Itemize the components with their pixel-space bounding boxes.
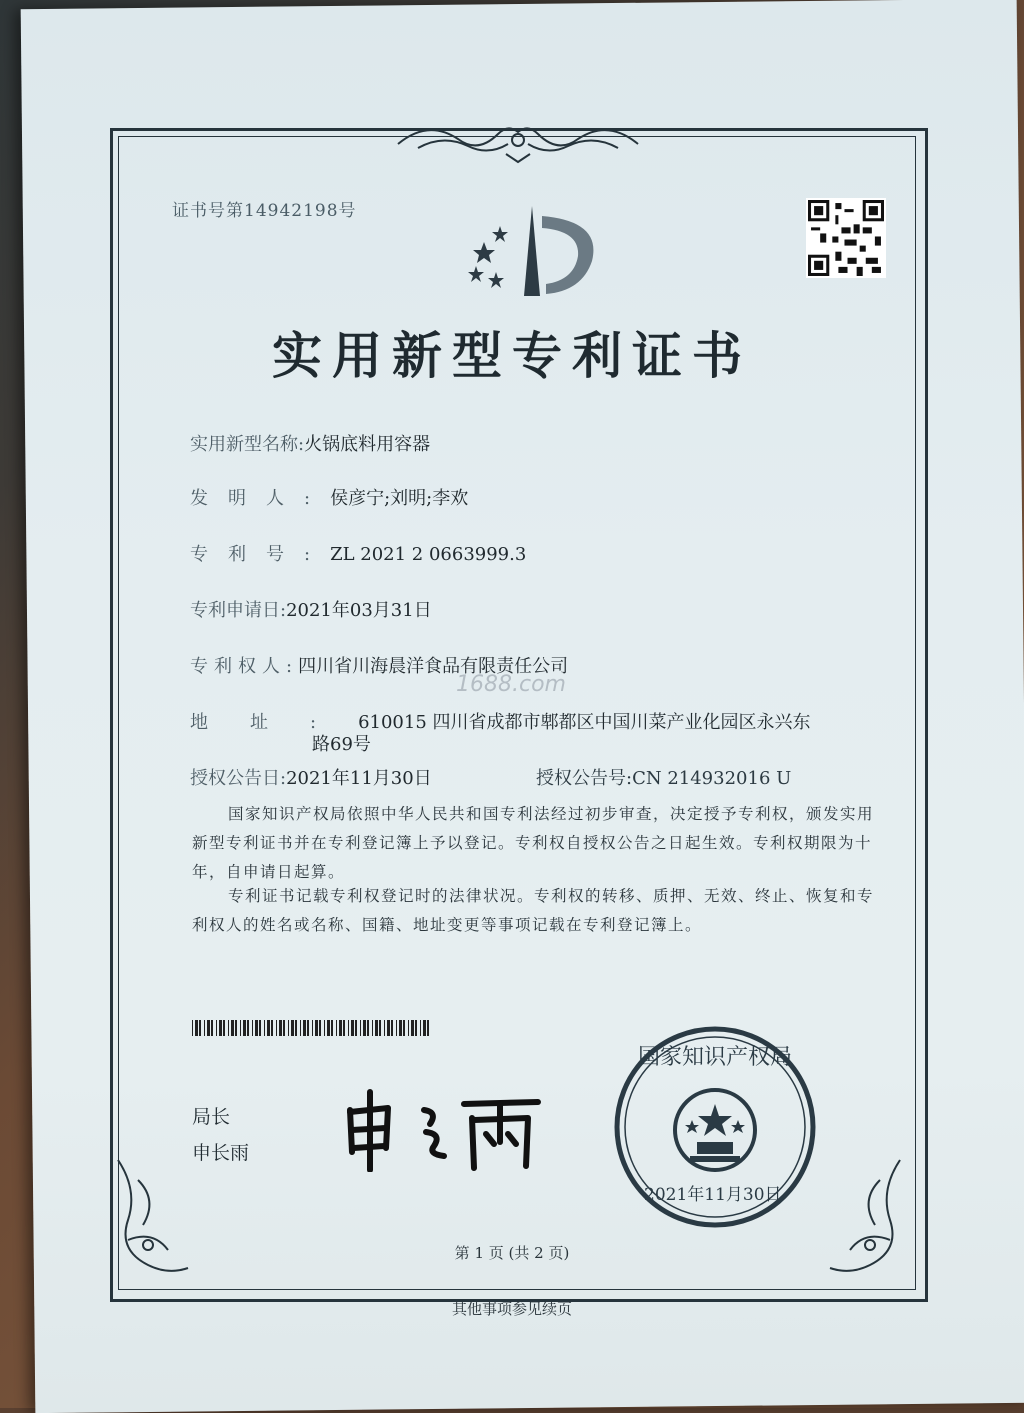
barcode-bar — [399, 1020, 402, 1036]
barcode-bar — [423, 1020, 426, 1036]
barcode-bar — [276, 1020, 277, 1036]
barcode-bar — [300, 1020, 301, 1036]
cnipa-emblem — [462, 196, 612, 306]
barcode-bar — [211, 1020, 213, 1036]
director-signature — [338, 1082, 548, 1172]
field-label: 实用新型名称: — [190, 434, 305, 455]
barcode-bar — [312, 1020, 313, 1036]
field-label: 授权公告日: — [190, 768, 287, 789]
seal-date: 2021年11月30日 — [644, 1185, 782, 1205]
field-patent-number — [190, 540, 526, 566]
barcode-bar — [219, 1020, 222, 1036]
barcode-bar — [192, 1020, 193, 1036]
field-value: CN 214932016 U — [632, 768, 792, 789]
barcode-bar — [240, 1020, 241, 1036]
barcode-bar — [387, 1020, 390, 1036]
field-value: ZL 2021 2 0663999.3 — [330, 544, 527, 565]
certificate-number: 证书号第14942198号 — [172, 201, 357, 221]
barcode-bar — [375, 1020, 378, 1036]
field-value: 四川省川海晨洋食品有限责任公司 — [298, 656, 569, 677]
barcode-bar — [403, 1020, 405, 1036]
field-label: 地址: — [190, 712, 359, 733]
barcode-bar — [348, 1020, 349, 1036]
barcode-bar — [231, 1020, 234, 1036]
barcode-bar — [204, 1020, 205, 1036]
field-value: 2021年03月31日 — [286, 600, 432, 621]
barcode-bar — [319, 1020, 321, 1036]
barcode-bar — [255, 1020, 258, 1036]
barcode-bar — [336, 1020, 337, 1036]
field-address — [190, 708, 811, 734]
field-value: 610015 四川省成都市郫都区中国川菜产业化园区永兴东 — [358, 712, 811, 733]
field-label: 专利权人: — [190, 656, 299, 677]
barcode-bar — [291, 1020, 294, 1036]
barcode-bar — [367, 1020, 369, 1036]
barcode-bar — [216, 1020, 217, 1036]
barcode-bar — [195, 1020, 198, 1036]
barcode-bar — [264, 1020, 265, 1036]
barcode-bar — [331, 1020, 333, 1036]
barcode-bar — [363, 1020, 366, 1036]
barcode-bar — [315, 1020, 318, 1036]
barcode-bar — [288, 1020, 289, 1036]
barcode-bar — [207, 1020, 210, 1036]
barcode-bar — [427, 1020, 429, 1036]
barcode-bar — [247, 1020, 249, 1036]
barcode-bar — [279, 1020, 282, 1036]
field-label: 发明人: — [190, 488, 331, 509]
barcode-bar — [396, 1020, 397, 1036]
barcode-bar — [411, 1020, 414, 1036]
barcode-bar — [303, 1020, 306, 1036]
continued-note: 其他事项参见续页 — [451, 1300, 572, 1318]
field-inventor — [190, 484, 468, 510]
barcode-bar — [228, 1020, 229, 1036]
barcode-bar — [408, 1020, 409, 1036]
seal-text: 国家知识产权局 — [637, 1045, 793, 1070]
barcode-bar — [243, 1020, 246, 1036]
field-value: 2021年11月30日 — [286, 768, 432, 789]
field-label: 专利号: — [190, 544, 331, 565]
barcode-bar — [355, 1020, 357, 1036]
barcode-bar — [384, 1020, 385, 1036]
qr-code — [806, 198, 886, 278]
barcode-bar — [283, 1020, 285, 1036]
barcode-bar — [415, 1020, 417, 1036]
certificate-title: 实用新型专利证书 — [272, 326, 752, 385]
barcode-bar — [252, 1020, 253, 1036]
barcode-bar — [235, 1020, 237, 1036]
barcode-bar — [324, 1020, 325, 1036]
barcode-bar — [327, 1020, 330, 1036]
field-grant-date — [190, 764, 432, 790]
barcode — [192, 1020, 432, 1036]
barcode-bar — [420, 1020, 421, 1036]
field-filing-date — [190, 596, 432, 622]
barcode-bar — [339, 1020, 342, 1036]
field-grant-number — [536, 764, 791, 790]
page-indicator: 第 1 页 (共 2 页) — [454, 1244, 570, 1262]
director-name: 申长雨 — [192, 1142, 250, 1164]
field-label: 授权公告号: — [536, 768, 633, 789]
barcode-bar — [267, 1020, 270, 1036]
barcode-bar — [391, 1020, 393, 1036]
barcode-bar — [271, 1020, 273, 1036]
barcode-bar — [307, 1020, 309, 1036]
legal-status-paragraph: 专利证书记载专利权登记时的法律状况。专利权的转移、质押、无效、终止、恢复和专利权人的姓名或名称、国籍、地址变更等事项记载在专利登记簿上。 — [192, 887, 875, 934]
field-address-continued: 路69号 — [312, 734, 371, 755]
watermark-text: 1688.com — [456, 672, 566, 697]
barcode-bar — [199, 1020, 201, 1036]
barcode-bar — [379, 1020, 381, 1036]
director-title: 局长 — [192, 1106, 231, 1128]
field-value: 火锅底料用容器 — [304, 434, 431, 455]
barcode-bar — [295, 1020, 297, 1036]
field-label: 专利申请日: — [190, 600, 287, 621]
field-value: 侯彦宁;刘明;李欢 — [330, 488, 469, 509]
top-ornament — [388, 114, 648, 164]
field-utility-model-name — [190, 430, 430, 456]
barcode-bar — [343, 1020, 345, 1036]
statement-paragraph: 国家知识产权局依照中华人民共和国专利法经过初步审查，决定授予专利权，颁发实用新型专利证书并在专利登记簿上予以登记。专利权自授权公告之日起生效。专利权期限为十年，自申请日起算。 — [192, 805, 875, 881]
barcode-bar — [360, 1020, 361, 1036]
barcode-bar — [259, 1020, 261, 1036]
barcode-bar — [223, 1020, 225, 1036]
barcode-bar — [351, 1020, 354, 1036]
barcode-bar — [372, 1020, 373, 1036]
